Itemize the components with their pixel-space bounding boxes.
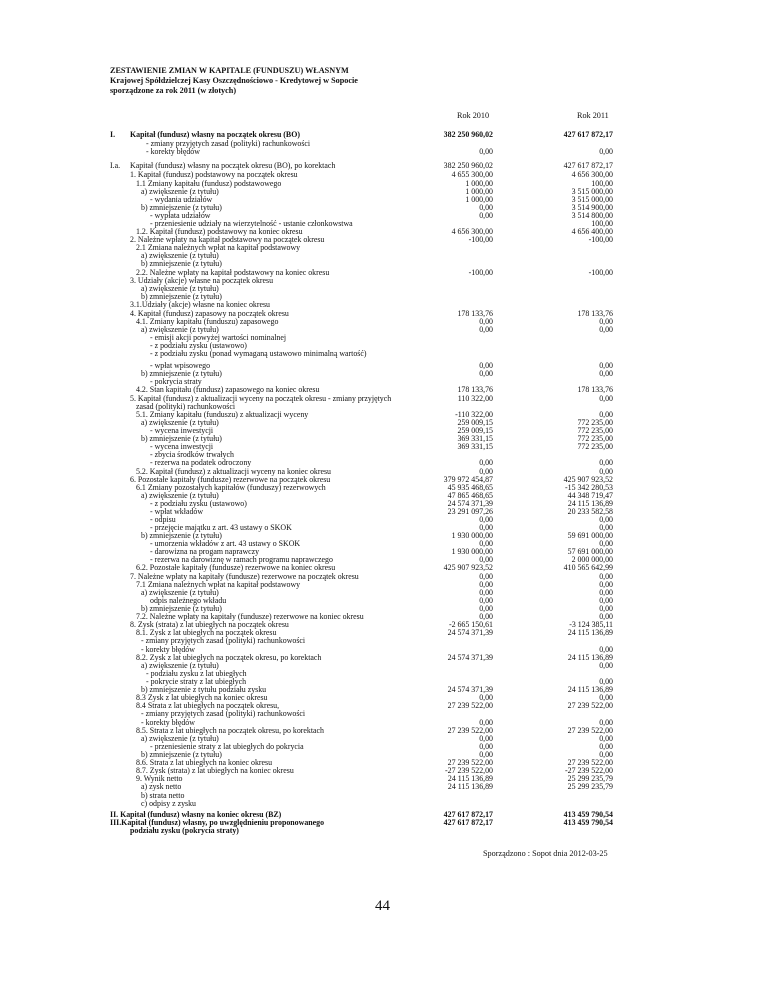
value-2010: 0,00 (479, 742, 493, 751)
table-row (0, 826, 768, 835)
value-2011: 44 348 719,47 (567, 491, 613, 500)
value-2011: 772 235,00 (577, 442, 613, 451)
value-2010: 47 865 468,65 (447, 491, 493, 500)
row-label: 6.1 Zmiany pozostałych kapitałów (funduszy) rezerwowych (136, 483, 326, 492)
value-2010: 0,00 (479, 458, 493, 467)
value-2010: 0,00 (479, 515, 493, 524)
column-header-2010: Rok 2010 (457, 111, 490, 120)
value-2010: 0,00 (479, 555, 493, 564)
document-period: sporządzone za rok 2011 (w złotych) (110, 86, 237, 95)
row-label: 1.2. Kapitał (fundusz) podstawowy na koniec okresu (136, 227, 303, 236)
row-label: - pokrycie straty z lat ubiegłych (146, 677, 247, 686)
value-2010: 0,00 (479, 588, 493, 597)
value-2011: -15 342 280,53 (565, 483, 613, 492)
row-label: b) zmniejszenie (z tytułu) (141, 750, 222, 759)
row-label: a) zwiększenie (z tytułu) (141, 284, 219, 293)
value-2010: 110 322,00 (457, 394, 493, 403)
value-2011: 0,00 (599, 394, 613, 403)
value-2010: 259 009,15 (457, 418, 493, 427)
value-2011: 0,00 (599, 612, 613, 621)
row-label: 1.1 Zmiany kapitału (fundusz) podstawowego (136, 179, 282, 188)
row-label: 8. Zysk (strata) z lat ubiegłych na początek okresu (130, 620, 289, 629)
value-2010: 0,00 (479, 750, 493, 759)
value-2010: 23 291 097,26 (447, 507, 493, 516)
value-2011: 0,00 (599, 677, 613, 686)
value-2011: 27 239 522,00 (567, 758, 613, 767)
row-label: - z podziału zysku (ustawowo) (150, 341, 247, 350)
value-2011: 0,00 (599, 458, 613, 467)
value-2011: 2 000 000,00 (571, 555, 613, 564)
value-2010: 24 115 136,89 (447, 782, 493, 791)
value-2010: 0,00 (479, 147, 493, 156)
row-label: c) odpisy z zysku (141, 799, 197, 808)
value-2010: 379 972 454,87 (443, 475, 493, 484)
table-row (0, 458, 768, 467)
value-2010: 0,00 (479, 596, 493, 605)
row-label: - zmiany przyjętych zasad (polityki) rachunkowości (141, 636, 306, 645)
value-2011: 772 235,00 (577, 426, 613, 435)
row-label: 4.2. Stan kapitału (fundusz) zapasowego na koniec okresu (136, 385, 320, 394)
table-row (0, 130, 768, 139)
row-label: - przeniesienie straty z lat ubiegłych do pokrycia (150, 742, 304, 751)
value-2010: 0,00 (479, 693, 493, 702)
value-2010: 1 000,00 (465, 179, 493, 188)
value-2010: 0,00 (479, 317, 493, 326)
row-label: 7.1 Zmiana należnych wpłat na kapitał podstawowy (136, 580, 301, 589)
row-label: - wypłata udziałów (150, 211, 211, 220)
value-2010: 0,00 (479, 734, 493, 743)
row-label: a) zwiększenie (z tytułu) (141, 325, 219, 334)
value-2011: 178 133,76 (577, 309, 613, 318)
table-row (0, 170, 768, 179)
value-2011: 3 515 000,00 (571, 187, 613, 196)
row-label: zasad (polityki) rachunkowości (136, 402, 236, 411)
row-label: 3. Udziały (akcje) własne na początek okresu (130, 276, 274, 285)
row-label: - zmiany przyjętych zasad (polityki) rachunkowości (141, 709, 306, 718)
value-2010: -110 322,00 (455, 410, 493, 419)
value-2011: 24 115 136,89 (567, 628, 613, 637)
row-label: a) zwiększenie (z tytułu) (141, 734, 219, 743)
table-row (0, 799, 768, 808)
row-label: Kapitał (fundusz) własny na początek okresu (BO), po korektach (130, 161, 336, 170)
value-2011: 0,00 (599, 580, 613, 589)
row-label: 8.6. Strata z lat ubiegłych na koniec okresu (136, 758, 273, 767)
row-label: a) zwiększenie (z tytułu) (141, 588, 219, 597)
table-row (0, 782, 768, 791)
value-2010: -100,00 (468, 268, 493, 277)
value-2010: 0,00 (479, 361, 493, 370)
row-label: - emisji akcji powyżej wartości nominalnej (150, 333, 287, 342)
value-2010: 0,00 (479, 211, 493, 220)
row-number: I. (110, 130, 116, 139)
value-2010: 0,00 (479, 604, 493, 613)
row-label: 7. Należne wpłaty na kapitały (fundusze) rezerwowe na początek okresu (130, 572, 359, 581)
row-label: - podziału zysku z lat ubiegłych (146, 669, 247, 678)
value-2010: 382 250 960,02 (443, 161, 493, 170)
value-2011: 0,00 (599, 604, 613, 613)
value-2011: 0,00 (599, 572, 613, 581)
value-2010: 24 574 371,39 (447, 628, 493, 637)
table-row (0, 259, 768, 268)
value-2010: -100,00 (468, 235, 493, 244)
value-2010: 27 239 522,00 (447, 701, 493, 710)
row-label: - wycena inwestycji (150, 442, 214, 451)
value-2010: 24 574 371,39 (447, 499, 493, 508)
row-label: b) zmniejszenie (z tytułu) (141, 259, 222, 268)
value-2010: 1 930 000,00 (451, 547, 493, 556)
row-label: 7.2. Należne wpłaty na kapitały (fundusze) rezerwowe na koniec okresu (136, 612, 364, 621)
document-header (110, 66, 358, 96)
row-label: - zmiany przyjętych zasad (polityki) rachunkowości (146, 139, 311, 148)
value-2010: 27 239 522,00 (447, 758, 493, 767)
value-2011: 3 514 800,00 (571, 211, 613, 220)
table-row (0, 636, 768, 645)
value-2010: 369 331,15 (457, 434, 493, 443)
row-label: 6. Pozostałe kapitały (fundusze) rezerwowe na początek okresu (130, 475, 331, 484)
value-2011: 772 235,00 (577, 418, 613, 427)
value-2011: 425 907 923,52 (563, 475, 613, 484)
value-2011: 27 239 522,00 (567, 701, 613, 710)
row-label: - odpisu (150, 515, 176, 524)
value-2010: 0,00 (479, 467, 493, 476)
value-2011: 27 239 522,00 (567, 726, 613, 735)
table-row (0, 161, 768, 170)
value-2010: 369 331,15 (457, 442, 493, 451)
value-2011: -100,00 (588, 268, 613, 277)
value-2010: -27 239 522,00 (445, 766, 493, 775)
row-label: 6.2. Pozostałe kapitały (fundusze) rezerwowe na koniec okresu (136, 563, 336, 572)
value-2011: 57 691 000,00 (567, 547, 613, 556)
value-2011: 0,00 (599, 645, 613, 654)
value-2010: 24 115 136,89 (447, 774, 493, 783)
row-label: b) zmniejszenie (z tytułu) (141, 531, 222, 540)
value-2011: 0,00 (599, 325, 613, 334)
value-2011: 25 299 235,79 (567, 782, 613, 791)
row-label: a) zysk netto (141, 782, 182, 791)
row-label: - darowizna na progam naprawczy (150, 547, 260, 556)
row-label: 5. Kapitał (fundusz) z aktualizacji wyceny na początek okresu - zmiany przyjętych (130, 394, 392, 403)
value-2010: 0,00 (479, 572, 493, 581)
value-2011: 0,00 (599, 369, 613, 378)
value-2010: 259 009,15 (457, 426, 493, 435)
row-label: - rezerwa na podatek odroczony (150, 458, 252, 467)
row-label: III.Kapitał (fundusz) własny, po uwzględnieniu proponowanego (110, 818, 325, 827)
row-label: - umorzenia wkładów z art. 43 ustawy o SKOK (150, 539, 301, 548)
value-2011: 0,00 (599, 410, 613, 419)
row-label: - korekty błędów (141, 645, 195, 654)
row-label: - przeniesienie udziały na wierzytelność - ustanie członkowstwa (150, 219, 353, 228)
value-2011: 413 459 790,54 (563, 810, 613, 819)
value-2011: 178 133,76 (577, 385, 613, 394)
row-label: 8.4 Strata z lat ubiegłych na początek okresu, (136, 701, 280, 710)
table-row (0, 147, 768, 156)
value-2011: 0,00 (599, 147, 613, 156)
value-2011: 24 115 136,89 (567, 685, 613, 694)
value-2011: 0,00 (599, 596, 613, 605)
value-2011: 0,00 (599, 718, 613, 727)
value-2010: -2 665 150,61 (448, 620, 493, 629)
value-2011: 4 656 400,00 (571, 227, 613, 236)
row-label: b) zmniejszenie z tytułu podziału zysku (141, 685, 267, 694)
row-label: b) zmniejszenie (z tytułu) (141, 203, 222, 212)
value-2011: 4 656 300,00 (571, 170, 613, 179)
value-2011: 24 115 136,89 (567, 499, 613, 508)
value-2011: 3 515 000,00 (571, 195, 613, 204)
row-label: a) zwiększenie (z tytułu) (141, 418, 219, 427)
value-2011: 0,00 (599, 742, 613, 751)
value-2010: 4 656 300,00 (451, 227, 493, 236)
value-2010: 0,00 (479, 523, 493, 532)
value-2011: 0,00 (599, 361, 613, 370)
row-number: I.a. (110, 161, 121, 170)
value-2010: 0,00 (479, 203, 493, 212)
value-2010: 24 574 371,39 (447, 653, 493, 662)
table-row (0, 349, 768, 358)
row-label: b) zmniejszenie (z tytułu) (141, 369, 222, 378)
page-number: 44 (375, 898, 390, 914)
row-label: b) strata netto (141, 791, 185, 800)
value-2010: 4 655 300,00 (451, 170, 493, 179)
row-label: - zbycia środków trwałych (150, 450, 234, 459)
value-2011: 427 617 872,17 (563, 130, 613, 139)
value-2011: 0,00 (599, 515, 613, 524)
prepared-date: Sporządzono : Sopot dnia 2012-03-25 (483, 849, 608, 858)
value-2011: -27 239 522,00 (565, 766, 613, 775)
value-2010: 1 930 000,00 (451, 531, 493, 540)
value-2010: 178 133,76 (457, 385, 493, 394)
value-2011: 0,00 (599, 750, 613, 759)
row-label: II. Kapitał (fundusz) własny na koniec okresu (BZ) (110, 810, 282, 819)
row-label: - rezerwa na darowiznę w ramach programu naprawczego (150, 555, 333, 564)
value-2010: 178 133,76 (457, 309, 493, 318)
row-label: b) zmniejszenie (z tytułu) (141, 604, 222, 613)
row-label: 5.2. Kapitał (fundusz) z aktualizacji wyceny na koniec okresu (136, 467, 332, 476)
table-row (0, 563, 768, 572)
value-2010: 382 250 960,02 (443, 130, 493, 139)
table-row (0, 300, 768, 309)
value-2010: 427 617 872,17 (443, 810, 493, 819)
row-label: - z podziału zysku (ponad wymaganą ustawowo minimalną wartość) (150, 349, 367, 358)
row-label: 8.1. Zysk z lat ubiegłych na początek okresu (136, 628, 277, 637)
value-2011: 0,00 (599, 693, 613, 702)
row-label: 2.1 Zmiana należnych wpłat na kapitał podstawowy (136, 243, 301, 252)
value-2011: 410 565 642,99 (563, 563, 613, 572)
row-label: a) zwiększenie (z tytułu) (141, 187, 219, 196)
value-2010: 0,00 (479, 718, 493, 727)
row-label: 3.1.Udziały (akcje) własne na koniec okresu (130, 300, 271, 309)
row-label: a) zwiększenie (z tytułu) (141, 251, 219, 260)
value-2011: 0,00 (599, 661, 613, 670)
document-title: ZESTAWIENIE ZMIAN W KAPITALE (FUNDUSZU) WŁASNYM (110, 66, 349, 75)
value-2011: 25 299 235,79 (567, 774, 613, 783)
value-2010: 1 000,00 (465, 195, 493, 204)
value-2010: 0,00 (479, 580, 493, 589)
row-label: 2. Należne wpłaty na kapitał podstawowy na początek okresu (130, 235, 325, 244)
row-label: 9. Wynik netto (136, 774, 183, 783)
row-label: - wycena inwestycji (150, 426, 214, 435)
table-row (0, 709, 768, 718)
value-2011: 0,00 (599, 467, 613, 476)
value-2011: 0,00 (599, 317, 613, 326)
value-2010: 427 617 872,17 (443, 818, 493, 827)
row-label: odpis należnego wkładu (150, 596, 227, 605)
value-2011: 24 115 136,89 (567, 653, 613, 662)
value-2011: 59 691 000,00 (567, 531, 613, 540)
document-entity: Krajowej Spółdzielczej Kasy Oszczędnościowo - Kredytowej w Sopocie (110, 76, 358, 85)
column-header-2011: Rok 2011 (577, 111, 609, 120)
value-2011: 0,00 (599, 734, 613, 743)
value-2011: 0,00 (599, 588, 613, 597)
value-2010: 0,00 (479, 539, 493, 548)
row-label: 8.3 Zysk z lat ubiegłych na koniec okresu (136, 693, 268, 702)
row-label: - pokrycia straty (150, 377, 202, 386)
value-2011: 3 514 900,00 (571, 203, 613, 212)
row-label: - wydania udziałów (150, 195, 213, 204)
value-2010: 0,00 (479, 325, 493, 334)
row-label: - z podziału zysku (ustawowo) (150, 499, 247, 508)
value-2010: 45 935 468,65 (447, 483, 493, 492)
value-2011: 0,00 (599, 539, 613, 548)
value-2010: 0,00 (479, 612, 493, 621)
row-label: b) zmniejszenie (z tytułu) (141, 434, 222, 443)
row-label: - przejęcie majątku z art. 43 ustawy o SKOK (150, 523, 292, 532)
row-label: - korekty błędów (141, 718, 195, 727)
value-2010: 0,00 (479, 369, 493, 378)
value-2011: -3 124 385,11 (569, 620, 613, 629)
row-label: 8.2. Zysk z lat ubiegłych na początek okresu, po korektach (136, 653, 322, 662)
value-2010: 1 000,00 (465, 187, 493, 196)
value-2011: 0,00 (599, 523, 613, 532)
value-2010: 425 907 923,52 (443, 563, 493, 572)
row-label: 4.1. Zmiany kapitału (funduszu) zapasowego (136, 317, 279, 326)
table-row (0, 385, 768, 394)
row-label: Kapitał (fundusz) własny na początek okresu (BO) (130, 130, 300, 139)
value-2011: 100,00 (591, 219, 613, 228)
row-label: - wpłat wpisowego (150, 361, 211, 370)
row-label: b) zmniejszenie (z tytułu) (141, 292, 222, 301)
value-2010: 24 574 371,39 (447, 685, 493, 694)
row-label: 2.2. Należne wpłaty na kapitał podstawowy na koniec okresu (136, 268, 330, 277)
row-label: 1. Kapitał (fundusz) podstawowy na początek okresu (130, 170, 298, 179)
value-2011: 20 233 582,58 (567, 507, 613, 516)
value-2011: -100,00 (588, 235, 613, 244)
row-label: a) zwiększenie (z tytułu) (141, 661, 219, 670)
value-2010: 27 239 522,00 (447, 726, 493, 735)
row-label: a) zwiększenie (z tytułu) (141, 491, 219, 500)
row-label: 8.5. Strata z lat ubiegłych na początek okresu, po korektach (136, 726, 324, 735)
row-label: 4. Kapitał (fundusz) zapasowy na początek okresu (130, 309, 289, 318)
value-2011: 772 235,00 (577, 434, 613, 443)
row-label: 5.1. Zmiany kapitału (funduszu) z aktualizacji wyceny (136, 410, 309, 419)
value-2011: 427 617 872,17 (563, 161, 613, 170)
row-label: - wpłat wkładów (150, 507, 204, 516)
value-2011: 413 459 790,54 (563, 818, 613, 827)
row-label: 8.7. Zysk (strata) z lat ubiegłych na koniec okresu (136, 766, 294, 775)
row-label: podziału zysku (pokrycia straty) (130, 826, 239, 835)
row-label: - korekty błędów (146, 147, 200, 156)
value-2011: 100,00 (591, 179, 613, 188)
